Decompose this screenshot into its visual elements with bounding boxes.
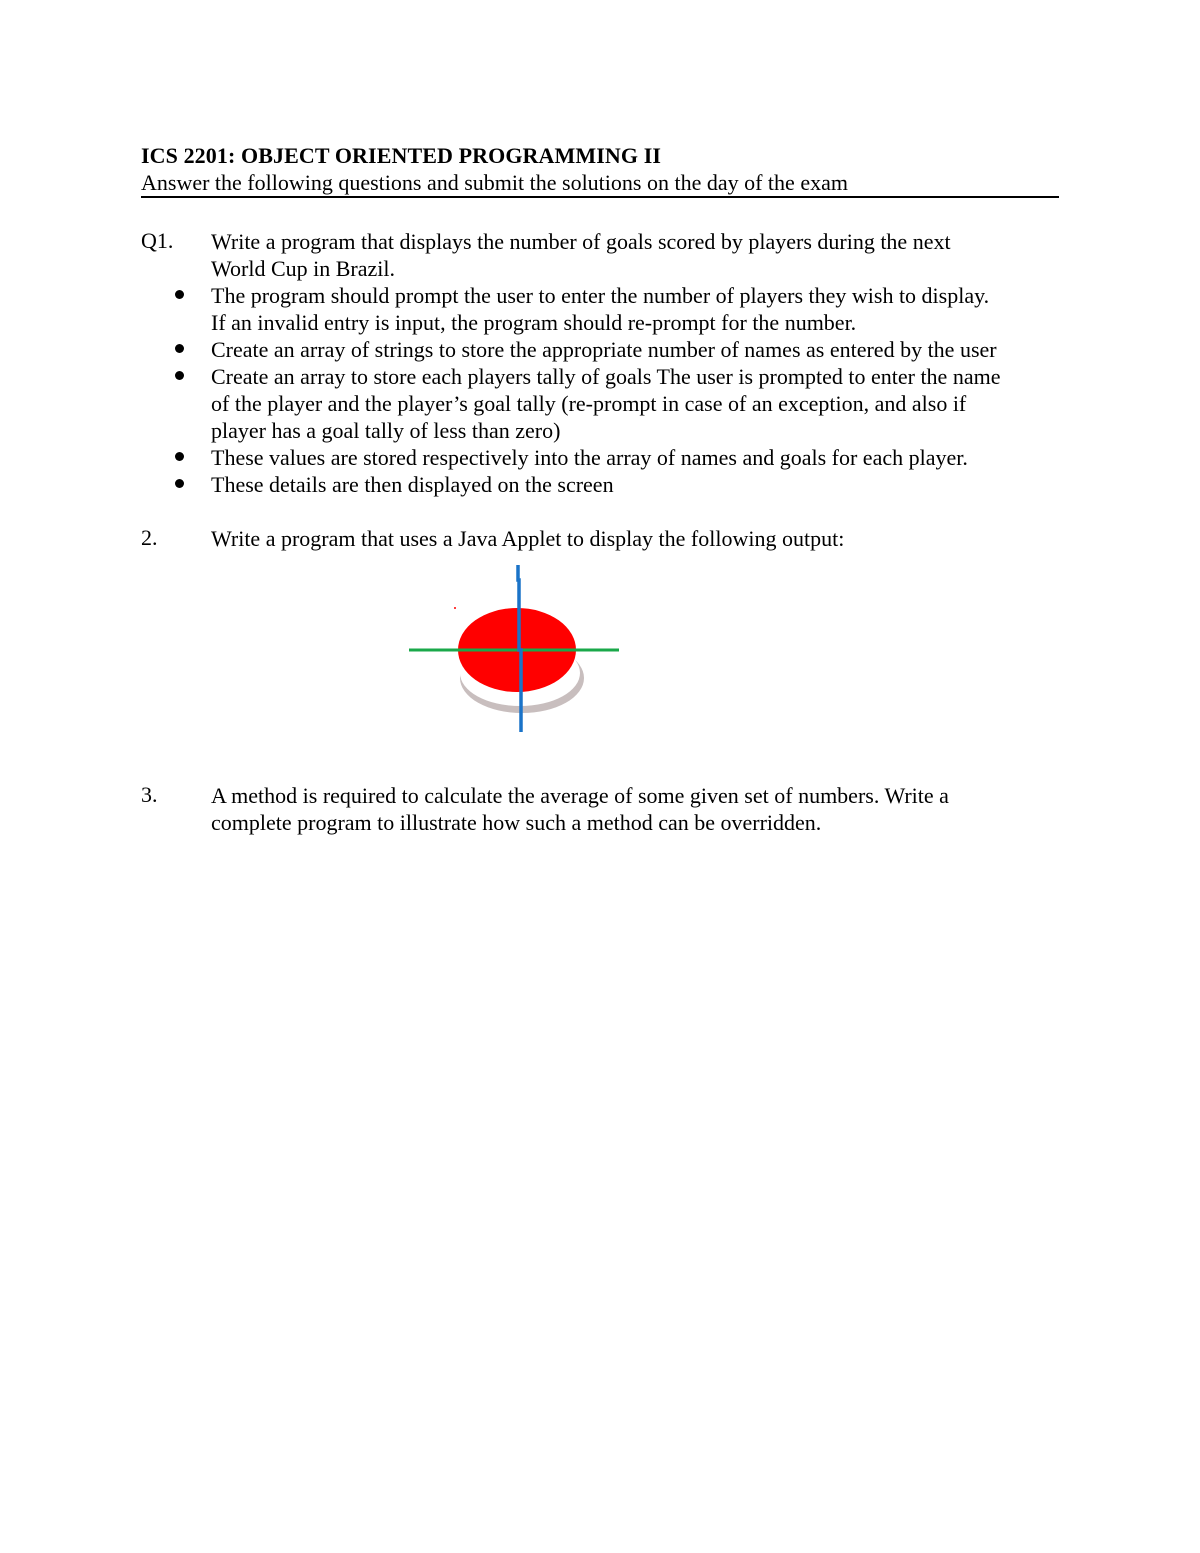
small-dot [454, 607, 456, 609]
question-2-number: 2. [141, 525, 158, 550]
question-1-number: Q1. [141, 228, 174, 253]
question-1-bullet-3 [211, 363, 1071, 444]
header-divider [141, 196, 1059, 198]
bullet-line: Create an array of strings to store the appropriate number of names as entered by the user [211, 337, 997, 362]
question-1-line: World Cup in Brazil. [211, 256, 395, 281]
bullet-icon [175, 371, 184, 380]
document-title: ICS 2201: OBJECT ORIENTED PROGRAMMING II [141, 143, 662, 168]
question-3-number: 3. [141, 782, 158, 807]
question-3-line: A method is required to calculate the average of some given set of numbers. Write a [211, 783, 949, 808]
question-1-text [211, 228, 1061, 282]
question-2-text [211, 525, 1061, 552]
question-1-line: Write a program that displays the number of goals scored by players during the next [211, 229, 951, 254]
bullet-line: player has a goal tally of less than zero) [211, 418, 561, 443]
question-1-bullet-1 [211, 282, 1071, 336]
question-1-bullet-4 [211, 444, 1071, 471]
bullet-line: The program should prompt the user to enter the number of players they wish to display. [211, 283, 990, 308]
bullet-icon [175, 344, 184, 353]
bullet-line: of the player and the player’s goal tally (re-prompt in case of an exception, and also if [211, 391, 967, 416]
document-instructions: Answer the following questions and submit the solutions on the day of the exam [141, 170, 848, 195]
bullet-icon [175, 479, 184, 488]
question-3-line: complete program to illustrate how such a method can be overridden. [211, 810, 822, 835]
question-1-bullet-5 [211, 471, 1071, 498]
question-2-line: Write a program that uses a Java Applet to display the following output: [211, 526, 845, 551]
bullet-line: If an invalid entry is input, the program should re-prompt for the number. [211, 310, 857, 335]
applet-output-figure [400, 560, 630, 740]
bullet-line: These values are stored respectively into the array of names and goals for each player. [211, 445, 968, 470]
bullet-icon [175, 452, 184, 461]
question-3-text [211, 782, 1061, 836]
bullet-icon [175, 290, 184, 299]
bullet-line: These details are then displayed on the screen [211, 472, 614, 497]
question-1-bullet-2 [211, 336, 1071, 363]
bullet-line: Create an array to store each players tally of goals The user is prompted to enter the name [211, 364, 1001, 389]
